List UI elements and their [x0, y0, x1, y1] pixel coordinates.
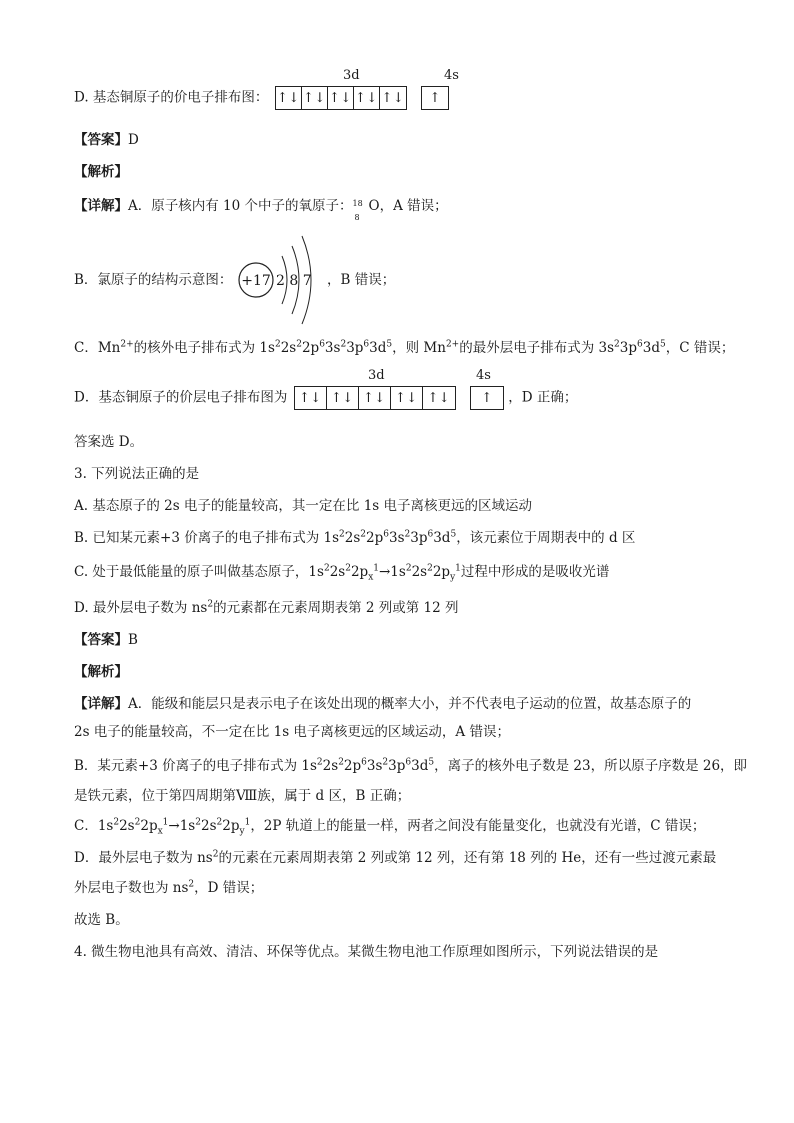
- q2-detail-a: [74, 196, 448, 222]
- q3-detail-d2-text: 外层电子数也为 ns: [74, 880, 189, 896]
- detail-d-post: ，D 正确；: [508, 389, 578, 406]
- orbital-box: ↑↓: [328, 87, 354, 109]
- q2-analysis-tag: 【解析】: [74, 164, 128, 180]
- q4-stem: 4. 微生物电池具有高效、清洁、环保等优点。某微生物电池工作原理如图所示，下列说法错误的是: [74, 944, 659, 960]
- orbital-diagram-3d: [294, 386, 456, 410]
- answer-value: D: [128, 132, 139, 148]
- q2-conclusion: 答案选 D。: [74, 434, 144, 450]
- q3-detail-b-text: B．某元素+3 价离子的电子排布式为 1s: [74, 758, 317, 774]
- detail-c-post: ，C 错误；: [665, 340, 735, 356]
- mass-number: 18: [352, 198, 363, 208]
- answer-tag: 【答案】: [74, 132, 128, 148]
- orbital-box: ↑↓: [381, 90, 405, 106]
- element-symbol: O: [368, 198, 380, 214]
- q3-detail-c: C．$1s^22s^22p_x^1\to 1s^22s^22p_y^1$，2P 轨道上的能量一样，两者之间没有能量变化，也就没有光谱，C 错误；: [74, 817, 706, 837]
- detail-a-text: A．原子核内有 10 个中子的氧原子：: [128, 198, 353, 214]
- q3-d-post: 的元素都在元素周期表第 2 列或第 12 列: [213, 600, 459, 616]
- q3-conclusion: 故选 B。: [74, 912, 129, 928]
- q3-b-post: ，该元素位于周期表中的 d 区: [456, 530, 636, 546]
- detail-c-text-3: ，则 Mn: [392, 340, 446, 356]
- q3-c-post: 过程中形成的是吸收光谱: [460, 564, 610, 580]
- answer-tag: 【答案】: [74, 632, 128, 648]
- q3-detail-d-line1: D．最外层电子数为 $ns^2$的元素在元素周期表第 2 列或第 12 列，还有第 18 列的 He，还有一些过渡元素最: [74, 849, 717, 866]
- q3-detail-d-text: D．最外层电子数为 ns: [74, 850, 213, 866]
- q2-option-d: [74, 86, 449, 110]
- q3-detail-a-line1: [74, 694, 691, 714]
- q2-answer: [74, 130, 139, 150]
- q3-detail-b-line2: 是铁元素，位于第四周期第Ⅷ族，属于 d 区，B 正确；: [74, 788, 411, 804]
- charge-superscript: 2+: [120, 339, 134, 350]
- detail-tag: 【详解】: [74, 696, 128, 712]
- charge-superscript: 2+: [445, 339, 460, 350]
- orbital-diagram-3d: [275, 86, 407, 110]
- orbital-box: ↑↓: [391, 387, 423, 409]
- orbital-label-4s: 4s: [476, 368, 491, 383]
- q3-analysis-tag: 【解析】: [74, 664, 128, 680]
- q3-detail-c-post: ，2P 轨道上的能量一样，两者之间没有能量变化，也就没有光谱，C 错误；: [250, 818, 706, 834]
- q3-detail-d2-post: ，D 错误；: [194, 880, 264, 896]
- q3-detail-b-post: ，离子的核外电子数是 23，所以原子序数是 26，即: [434, 758, 748, 774]
- orbital-label-3d: 3d: [343, 68, 360, 83]
- orbital-box: ↑↓: [359, 387, 391, 409]
- orbital-box: ↑↓: [276, 87, 302, 109]
- detail-tag: 【详解】: [74, 198, 128, 214]
- q3-c-text: C. 处于最低能量的原子叫做基态原子，1s: [74, 564, 324, 580]
- q3-detail-b-line1: B．某元素+3 价离子的电子排布式为 $1s^22s^22p^63s^23p^63d^5$，离子的核外电子数是 23，所以原子序数是 26，即: [74, 757, 748, 774]
- q3-detail-d-line2: 外层电子数也为 $ns^2$，D 错误；: [74, 879, 264, 896]
- oxygen-nuclide: [352, 198, 369, 222]
- q3-option-d: D. 最外层电子数为 $ns^2$的元素都在元素周期表第 2 列或第 12 列: [74, 599, 459, 616]
- chlorine-atom-structure-diagram: [232, 232, 328, 328]
- orbital-label-3d: 3d: [368, 368, 385, 383]
- electron-shells: 2 8 7: [276, 273, 312, 289]
- orbital-box: ↑↓: [295, 387, 327, 409]
- detail-c-text-2: 的核外电子排布式为 1s: [133, 340, 275, 356]
- orbital-box: ↑: [481, 390, 493, 406]
- q2-detail-c: C．$Mn^{2+}$的核外电子排布式为 $1s^22s^22p^63s^23p^63d^5$，则 $Mn^{2+}$的最外层电子排布式为 $3s^23p^63d^5$，C 错误；: [74, 339, 735, 356]
- q2-option-d-text: D. 基态铜原子的价电子排布图：: [74, 89, 269, 106]
- orbital-box: ↑↓: [327, 387, 359, 409]
- detail-b-post: ，B 错误；: [327, 272, 396, 288]
- detail-c-text-4: 的最外层电子排布式为 3s: [459, 340, 615, 356]
- orbital-box: ↑↓: [427, 390, 450, 406]
- orbital-diagram-4s: [421, 86, 449, 110]
- orbital-label-4s: 4s: [444, 68, 459, 83]
- q3-option-a: A. 基态原子的 2s 电子的能量较高，其一定在比 1s 电子离核更远的区域运动: [74, 498, 533, 514]
- q3-detail-c-text: C．1s: [74, 818, 114, 834]
- detail-a-post: ，A 错误；: [379, 198, 448, 214]
- orbital-diagram-4s: [470, 386, 504, 410]
- q3-detail-a-line2: 2s 电子的能量较高，不一定在比 1s 电子离核更远的区域运动，A 错误；: [74, 724, 510, 740]
- q3-option-b: B. 已知某元素+3 价离子的电子排布式为 $1s^22s^22p^63s^23p^63d^5$，该元素位于周期表中的 d 区: [74, 529, 636, 546]
- q3-d-text: D. 最外层电子数为 ns: [74, 600, 208, 616]
- q3-detail-d-post: 的元素在元素周期表第 2 列或第 12 列，还有第 18 列的 He，还有一些过渡元素最: [218, 850, 717, 866]
- atomic-number: 8: [354, 212, 360, 222]
- orbital-box: ↑↓: [302, 87, 328, 109]
- q3-option-c: C. 处于最低能量的原子叫做基态原子，$1s^22s^22p_x^1\to 1s^22s^22p_y^1$过程中形成的是吸收光谱: [74, 563, 610, 583]
- nucleus-charge: +17: [241, 273, 271, 289]
- q3-stem: 3. 下列说法正确的是: [74, 466, 200, 482]
- detail-b-text: B．氯原子的结构示意图：: [74, 272, 233, 288]
- q3-answer: [74, 630, 138, 650]
- q3-b-text: B. 已知某元素+3 价离子的电子排布式为 1s: [74, 530, 340, 546]
- detail-d-text: D．基态铜原子的价层电子排布图为: [74, 389, 288, 406]
- answer-value: B: [128, 632, 138, 648]
- q2-detail-d: [74, 386, 577, 410]
- orbital-box: ↑: [429, 90, 441, 106]
- q3-detail-a-text: A．能级和能层只是表示电子在该处出现的概率大小，并不代表电子运动的位置，故基态原子的: [128, 696, 692, 712]
- orbital-box: ↑↓: [354, 87, 380, 109]
- detail-c-text: C．Mn: [74, 340, 121, 356]
